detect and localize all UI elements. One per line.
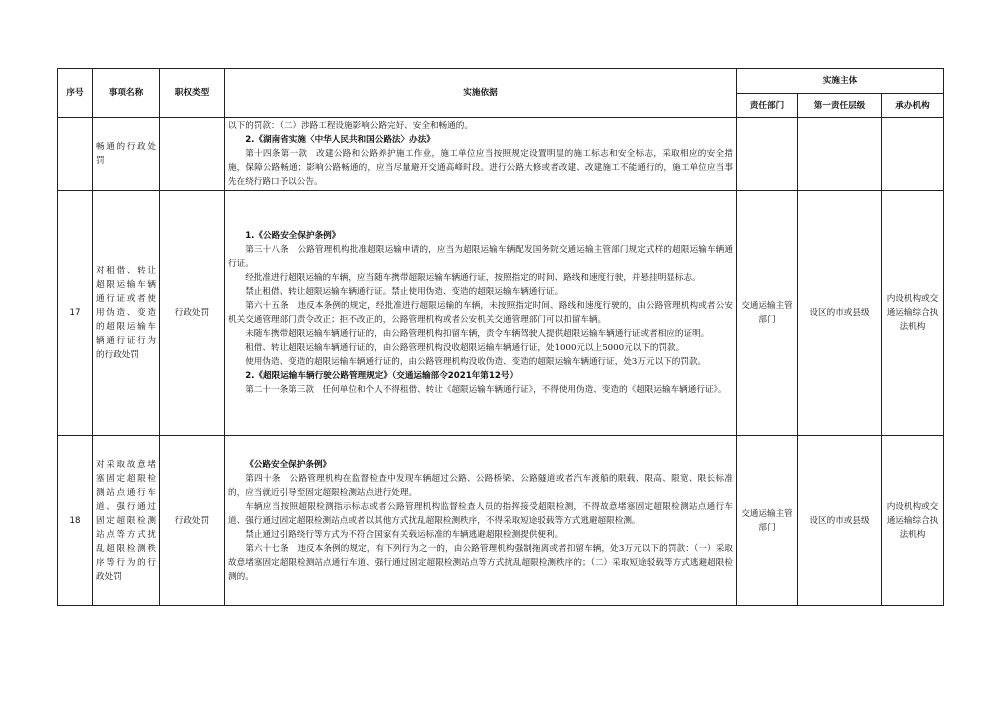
basis-law-title: 《公路安全保护条例》 [245,459,332,470]
header-first-level: 第一责任层级 [798,94,882,118]
row-handling-org [882,118,944,191]
row-basis [225,436,737,606]
basis-paragraph: 使用伪造、变造的超限运输车辆通行证的，由公路管理机构没收伪造、变造的超限运输车辆通行证，处3万元以下的罚款。 [245,357,707,367]
row-first-level [798,118,882,191]
header-power-type: 职权类型 [160,69,225,118]
header-row [58,69,944,94]
row-first-level: 设区的市或县级 [798,191,882,436]
basis-law-title: 1.《公路安全保护条例》 [245,231,341,241]
basis-paragraph: 第六十五条 违反本条例的规定，经批准进行超限运输的车辆，未按照指定时间、路线和速度行驶的，由公路管理机构或者公安机关交通管理部门责令改正；拒不改正的，公路管理机构或者公安机关交通管理部门可以扣留车辆。 [228,301,733,325]
header-seq: 序号 [58,69,93,118]
row-item-name: 畅通的行政处罚 [93,118,160,191]
basis-paragraph: 未随车携带超限运输车辆通行证的，由公路管理机构扣留车辆，责令车辆驾驶人提供超限运输车辆通行证或者相应的证明。 [245,329,710,339]
row-seq: 18 [58,436,93,606]
table-row [58,436,944,606]
basis-paragraph: 第六十七条 违反本条例的规定，有下列行为之一的，由公路管理机构强制拖离或者扣留车辆，处3万元以下的罚款：（一）采取故意堵塞固定超限检测站点通行车道、强行通过固定超限检测站点等方式扰乱超限检测秩序的；（二）采取短途驳载等方式逃避超限检测的。 [228,543,733,582]
basis-paragraph: 以下的罚款：（二）涉路工程设施影响公路完好、安全和畅通的。 [228,121,473,131]
basis-paragraph: 禁止通过引路绕行等方式为不符合国家有关载运标准的车辆逃避超限检测提供便利。 [245,529,564,540]
basis-law-title: 2.《超限运输车辆行驶公路管理规定》（交通运输部令2021年第12号） [245,371,519,381]
row-responsible-dept [737,118,798,191]
header-basis: 实施依据 [225,69,737,118]
header-responsible-dept: 责任部门 [737,94,798,118]
row-item-name: 对租借、转让超限运输车辆通行证或者使用伪造、变造的超限运输车辆通行证行为的行政处罚 [93,191,160,436]
table-row [58,191,944,436]
basis-paragraph: 第四十条 公路管理机构在监督检查中发现车辆超过公路、公路桥梁、公路隧道或者汽车渡船的限载、限高、限宽、限长标准的，应当就近引导至固定超限检测站点进行处理。 [228,473,733,498]
basis-paragraph: 第三十八条 公路管理机构批准超限运输申请的，应当为超限运输车辆配发国务院交通运输主管部门规定式样的超限运输车辆通行证。 [228,245,733,269]
basis-paragraph: 第十四条第一款 改建公路和公路养护施工作业，施工单位应当按照规定设置明显的施工标志和安全标志，采取相应的安全措施，保障公路畅通；影响公路畅通的，应当尽量避开交通高峰时段。进行公路大修或者改建、改建施工不能通行的，施工单位应当事先在绕行路口予以公告。 [228,149,733,187]
row-seq [58,118,93,191]
header-handling-org: 承办机构 [882,94,944,118]
row-first-level: 设区的市或县级 [798,436,882,606]
basis-paragraph: 车辆应当按照超限检测指示标志或者公路管理机构监督检查人员的指挥接受超限检测，不得故意堵塞固定超限检测站点通行车道、强行通过固定超限检测站点或者以其他方式扰乱超限检测秩序，不得采取短途驳载等方式逃避超限检测。 [228,501,733,526]
enforcement-items-table [57,68,944,606]
basis-paragraph: 禁止租借、转让超限运输车辆通行证。禁止使用伪造、变造的超限运输车辆通行证。 [245,287,564,297]
header-item-name: 事项名称 [93,69,160,118]
row-basis [225,118,737,191]
row-power-type: 行政处罚 [160,436,225,606]
row-basis [225,191,737,436]
basis-law-title: 2.《湖南省实施〈中华人民共和国公路法〉办法》 [245,135,435,145]
row-handling-org: 内设机构或交通运输综合执法机构 [882,191,944,436]
table-row [58,118,944,191]
row-handling-org: 内设机构或交通运输综合执法机构 [882,436,944,606]
basis-paragraph: 租借、转让超限运输车辆通行证的，由公路管理机构没收超限运输车辆通行证，处1000元以上5000元以下的罚款。 [245,343,685,353]
row-item-name: 对采取故意堵塞固定超限检测站点通行车道、强行通过固定超限检测站点等方式扰乱超限检测秩序等行为的行政处罚 [93,436,160,606]
basis-paragraph: 经批准进行超限运输的车辆，应当随车携带超限运输车辆通行证，按照指定的时间、路线和速度行驶，并悬挂明显标志。 [245,273,701,283]
row-responsible-dept: 交通运输主管部门 [737,191,798,436]
row-responsible-dept: 交通运输主管部门 [737,436,798,606]
row-power-type [160,118,225,191]
row-seq: 17 [58,191,93,436]
basis-paragraph: 第二十一条第三款 任何单位和个人不得租借、转让《超限运输车辆通行证》，不得使用伪造、变造的《超限运输车辆通行证》。 [245,385,727,395]
header-implementing-subject: 实施主体 [737,69,944,94]
row-power-type: 行政处罚 [160,191,225,436]
